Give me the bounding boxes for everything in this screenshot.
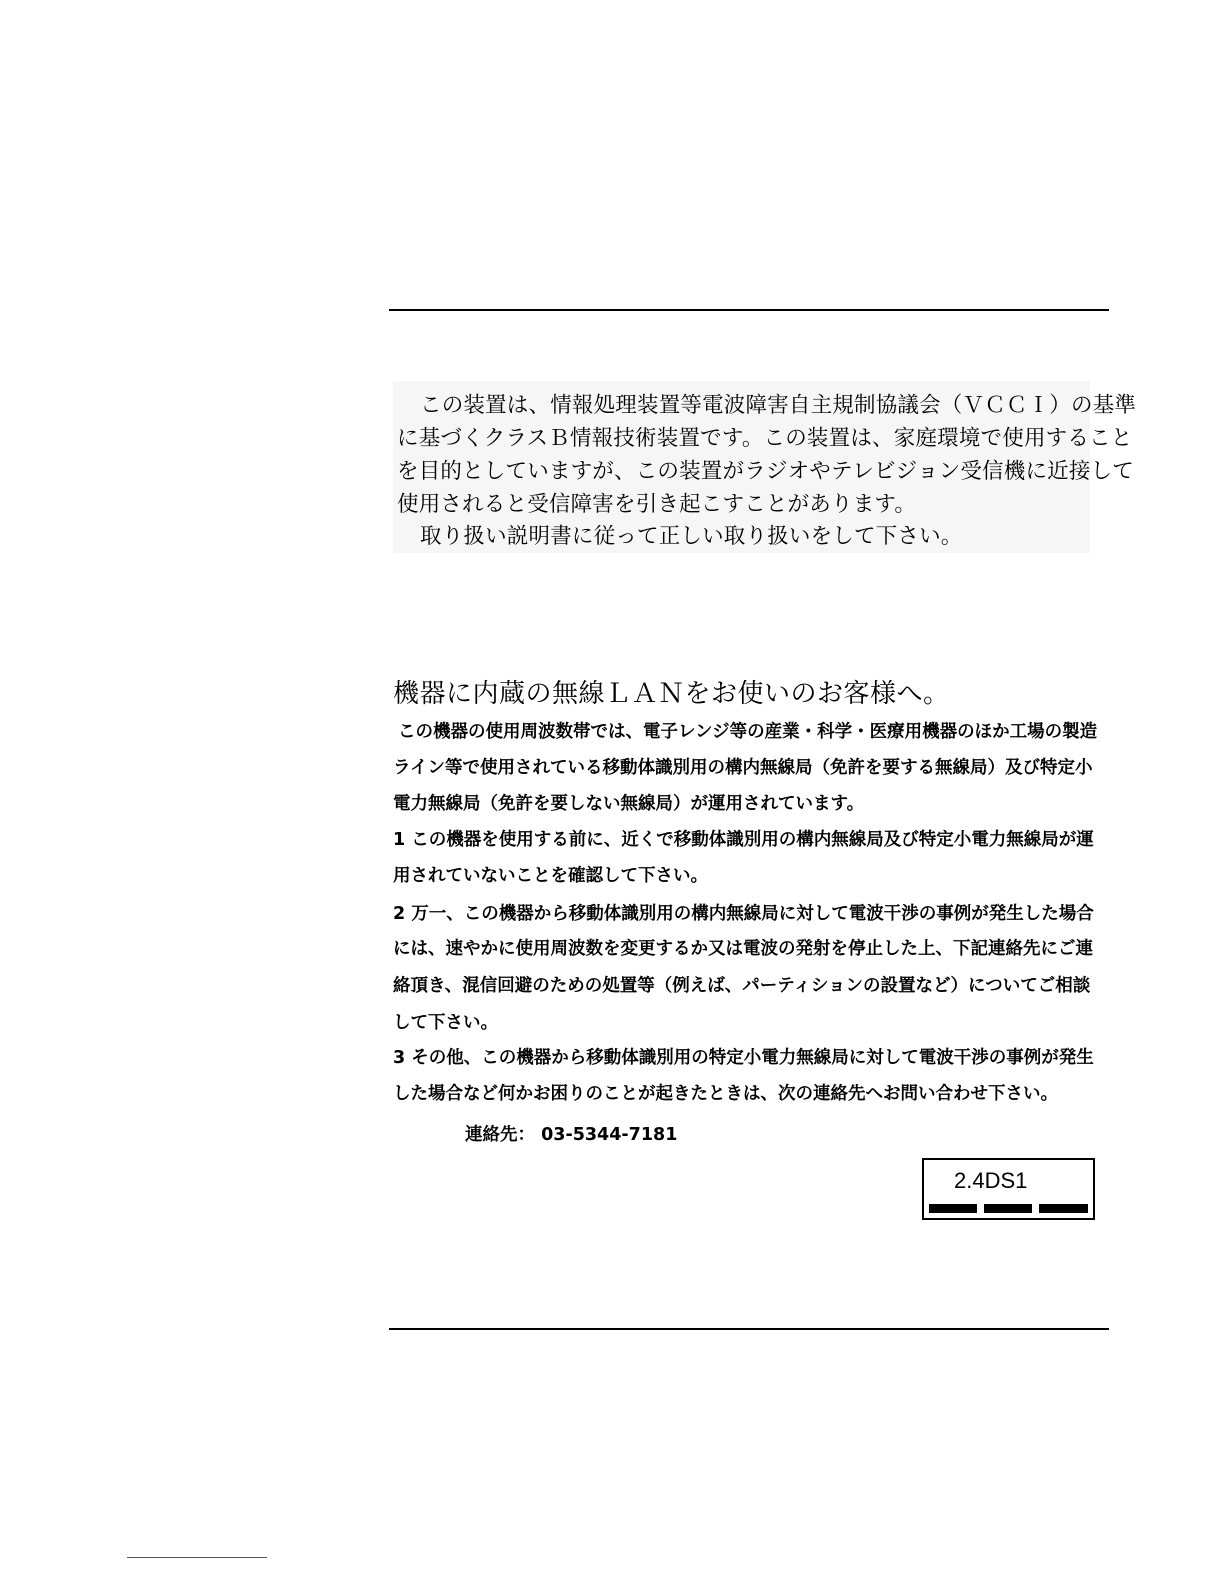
wireless-notice-line: ライン等で使用されている移動体識別用の構内無線局（免許を要する無線局）及び特定小 — [393, 758, 1093, 778]
wireless-notice-line: した場合など何かお困りのことが起きたときは、次の連絡先へお問い合わせ下さい。 — [393, 1084, 1058, 1104]
vcci-notice-line: 使用されると受信障害を引き起こすことがあります。 — [397, 492, 917, 517]
wireless-notice-line: 3 その他、この機器から移動体識別用の特定小電力無線局に対して電波干渉の事例が発生 — [393, 1048, 1094, 1068]
vcci-notice-line: この装置は、情報処理装置等電波障害自主規制協議会（ＶＣＣＩ）の基準 — [420, 393, 1137, 418]
bottom-horizontal-rule — [389, 1328, 1109, 1330]
wireless-notice-line: 用されていないことを確認して下さい。 — [393, 866, 708, 886]
wireless-notice-line: 2 万一、この機器から移動体識別用の構内無線局に対して電波干渉の事例が発生した場合 — [393, 904, 1094, 924]
wireless-notice-line: この機器の使用周波数帯では、電子レンジ等の産業・科学・医療用機器のほか工場の製造 — [398, 722, 1098, 742]
wireless-notice-line: 1 この機器を使用する前に、近くで移動体識別用の構内無線局及び特定小電力無線局が運 — [393, 830, 1094, 850]
footer-link-underline — [127, 1557, 267, 1558]
vcci-notice-line: 取り扱い説明書に従って正しい取り扱いをして下さい。 — [420, 524, 963, 549]
vcci-notice-line: に基づくクラスＢ情報技術装置です。この装置は、家庭環境で使用すること — [397, 426, 1133, 451]
wireless-notice-line: 絡頂き、混信回避のための処置等（例えば、パーティションの設置など）についてご相談 — [393, 976, 1091, 996]
frequency-band-bar — [929, 1204, 977, 1213]
wireless-notice-line: には、速やかに使用周波数を変更するか又は電波の発射を停止した上、下記連絡先にご連 — [393, 939, 1093, 959]
frequency-band-bar — [984, 1204, 1032, 1213]
wireless-lan-notice-title: 機器に内蔵の無線ＬＡＮをお使いのお客様へ。 — [393, 679, 950, 709]
frequency-band-bar — [1039, 1204, 1088, 1213]
wireless-notice-line: 電力無線局（免許を要しない無線局）が運用されています。 — [393, 794, 865, 814]
top-horizontal-rule — [389, 309, 1109, 311]
vcci-notice-line: を目的としていますが、この装置がラジオやテレビジョン受信機に近接して — [397, 459, 1134, 484]
contact-phone-number: 連絡先： 03-5344-7181 — [465, 1125, 678, 1145]
frequency-band-label — [922, 1158, 1095, 1220]
frequency-band-text: 2.4DS1 — [954, 1168, 1028, 1193]
wireless-notice-line: して下さい。 — [393, 1013, 498, 1033]
